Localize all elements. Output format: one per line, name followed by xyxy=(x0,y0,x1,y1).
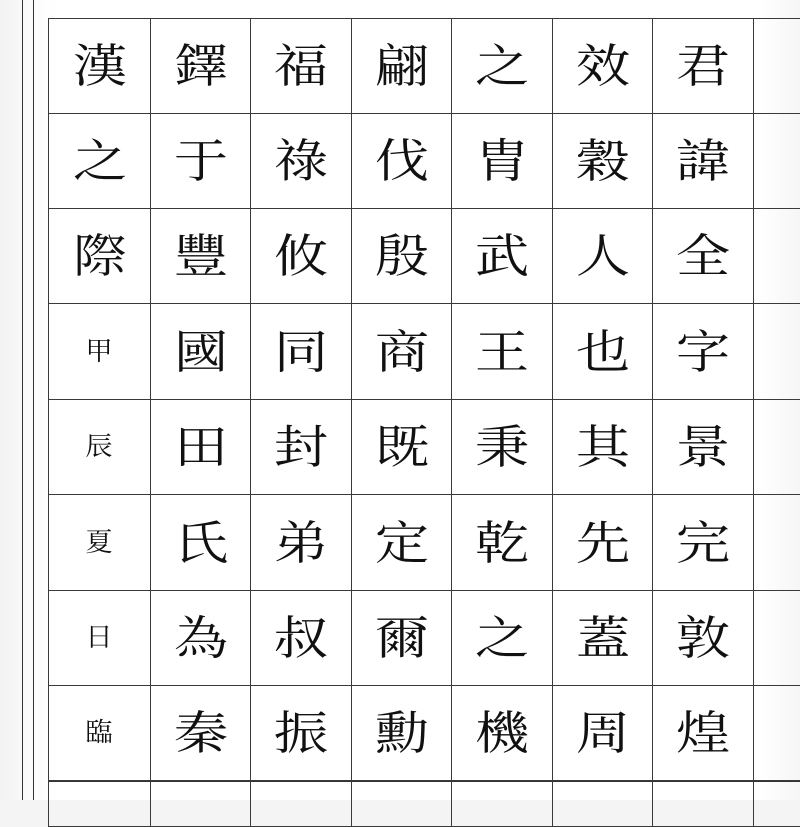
calligraphy-character: 日 xyxy=(85,623,114,653)
empty-grid-cell xyxy=(754,495,800,591)
grid-cell xyxy=(48,495,151,591)
empty-grid-cell xyxy=(754,400,800,495)
calligraphy-character: 甲 xyxy=(85,336,114,367)
grid-cell xyxy=(251,18,352,114)
empty-grid-cell xyxy=(754,18,800,114)
calligraphy-character: 攸 xyxy=(273,229,329,283)
grid-cell xyxy=(452,400,553,495)
empty-grid-cell xyxy=(754,114,800,209)
calligraphy-character: 田 xyxy=(173,420,228,474)
grid-cell xyxy=(151,400,251,495)
calligraphy-character: 既 xyxy=(374,420,429,474)
grid-cell xyxy=(553,686,653,781)
grid-cell xyxy=(151,114,251,209)
calligraphy-character: 伐 xyxy=(374,134,429,188)
grid-cell xyxy=(48,400,151,495)
calligraphy-character: 周 xyxy=(575,706,630,760)
calligraphy-character: 祿 xyxy=(273,134,329,188)
grid-cell xyxy=(151,304,251,400)
calligraphy-character: 秦 xyxy=(173,706,228,760)
calligraphy-character: 國 xyxy=(173,324,228,379)
grid-cell xyxy=(452,591,553,686)
calligraphy-character: 之 xyxy=(72,134,127,188)
calligraphy-character: 乾 xyxy=(474,515,530,570)
grid-cell xyxy=(251,114,352,209)
grid-cell xyxy=(352,18,452,114)
calligraphy-character: 之 xyxy=(474,39,530,93)
grid-cell xyxy=(452,304,553,400)
grid-cell xyxy=(151,686,251,781)
grid-cell xyxy=(251,686,352,781)
calligraphy-character: 弟 xyxy=(273,515,329,570)
grid-cell xyxy=(553,304,653,400)
calligraphy-character: 辰 xyxy=(85,432,114,462)
grid-cell xyxy=(251,495,352,591)
calligraphy-character: 穀 xyxy=(575,134,630,188)
calligraphy-character: 君 xyxy=(675,39,731,93)
calligraphy-character: 字 xyxy=(675,324,731,379)
empty-grid-cell xyxy=(754,304,800,400)
grid-cell xyxy=(653,304,754,400)
calligraphy-character: 機 xyxy=(474,706,530,760)
grid-cell xyxy=(352,400,452,495)
calligraphy-character: 殷 xyxy=(374,229,429,283)
calligraphy-character: 封 xyxy=(273,420,329,474)
grid-cell xyxy=(151,591,251,686)
grid-cell xyxy=(48,18,151,114)
calligraphy-character: 福 xyxy=(273,39,329,93)
grid-cell xyxy=(653,591,754,686)
grid-cell xyxy=(452,209,553,304)
empty-grid-cell xyxy=(754,209,800,304)
grid-cell xyxy=(352,209,452,304)
grid-cell xyxy=(653,495,754,591)
grid-cell xyxy=(452,18,553,114)
top-blank-strip xyxy=(48,0,800,18)
grid-cell xyxy=(653,400,754,495)
calligraphy-character: 諱 xyxy=(675,134,731,188)
bottom-blank-strip xyxy=(48,782,800,800)
grid-cell xyxy=(48,686,151,781)
empty-grid-cell xyxy=(754,686,800,781)
grid-cell xyxy=(553,400,653,495)
calligraphy-character: 全 xyxy=(675,229,731,283)
calligraphy-character: 效 xyxy=(575,39,630,93)
left-margin-line xyxy=(22,0,23,800)
calligraphy-character: 其 xyxy=(575,420,630,474)
calligraphy-character: 人 xyxy=(575,229,630,283)
grid-cell xyxy=(48,591,151,686)
grid-cell xyxy=(48,114,151,209)
grid-cell xyxy=(352,114,452,209)
grid-cell xyxy=(452,495,553,591)
calligraphy-character: 際 xyxy=(72,229,127,283)
calligraphy-character: 爾 xyxy=(374,611,429,665)
calligraphy-character: 也 xyxy=(575,324,630,379)
calligraphy-character: 王 xyxy=(474,324,530,379)
grid-cell xyxy=(352,686,452,781)
calligraphy-character: 完 xyxy=(675,515,731,570)
calligraphy-character: 臨 xyxy=(85,718,114,748)
calligraphy-character: 蓋 xyxy=(575,611,630,665)
calligraphy-character: 商 xyxy=(374,324,429,379)
grid-cell xyxy=(653,114,754,209)
calligraphy-character: 同 xyxy=(273,324,329,379)
empty-grid-cell xyxy=(754,591,800,686)
calligraphy-character: 鐸 xyxy=(173,39,228,93)
grid-cell xyxy=(251,400,352,495)
calligraphy-character: 煌 xyxy=(675,706,731,760)
calligraphy-character: 武 xyxy=(474,229,530,283)
calligraphy-character: 敦 xyxy=(675,611,731,665)
calligraphy-character: 之 xyxy=(474,611,530,665)
calligraphy-character: 秉 xyxy=(474,420,530,474)
calligraphy-character: 翩 xyxy=(374,39,429,93)
grid-cell xyxy=(251,209,352,304)
grid-cell xyxy=(251,304,352,400)
grid-cell xyxy=(653,18,754,114)
grid-cell xyxy=(553,18,653,114)
grid-cell xyxy=(151,495,251,591)
grid-cell xyxy=(48,209,151,304)
grid-cell xyxy=(553,495,653,591)
calligraphy-character: 定 xyxy=(374,515,429,570)
grid-cell xyxy=(151,18,251,114)
grid-cell xyxy=(352,495,452,591)
grid-cell xyxy=(151,209,251,304)
calligraphy-character: 胄 xyxy=(474,134,530,188)
grid-cell xyxy=(251,591,352,686)
calligraphy-character: 豐 xyxy=(173,229,228,283)
calligraphy-character: 景 xyxy=(675,420,731,474)
calligraphy-character: 夏 xyxy=(85,527,114,558)
grid-cell xyxy=(653,686,754,781)
calligraphy-character: 于 xyxy=(173,134,228,188)
calligraphy-grid xyxy=(48,18,800,827)
calligraphy-character: 先 xyxy=(575,515,630,570)
grid-cell xyxy=(352,591,452,686)
grid-cell xyxy=(452,114,553,209)
left-margin-line-inner xyxy=(33,0,34,800)
calligraphy-character: 氏 xyxy=(173,515,228,570)
grid-cell xyxy=(352,304,452,400)
calligraphy-character: 漢 xyxy=(72,39,127,93)
grid-cell xyxy=(553,114,653,209)
grid-cell xyxy=(48,304,151,400)
calligraphy-character: 勳 xyxy=(374,706,429,760)
calligraphy-character: 振 xyxy=(273,706,329,760)
grid-cell xyxy=(553,209,653,304)
grid-cell xyxy=(452,686,553,781)
grid-cell xyxy=(653,209,754,304)
grid-cell xyxy=(553,591,653,686)
calligraphy-character: 為 xyxy=(173,611,228,665)
calligraphy-character: 叔 xyxy=(273,611,329,665)
